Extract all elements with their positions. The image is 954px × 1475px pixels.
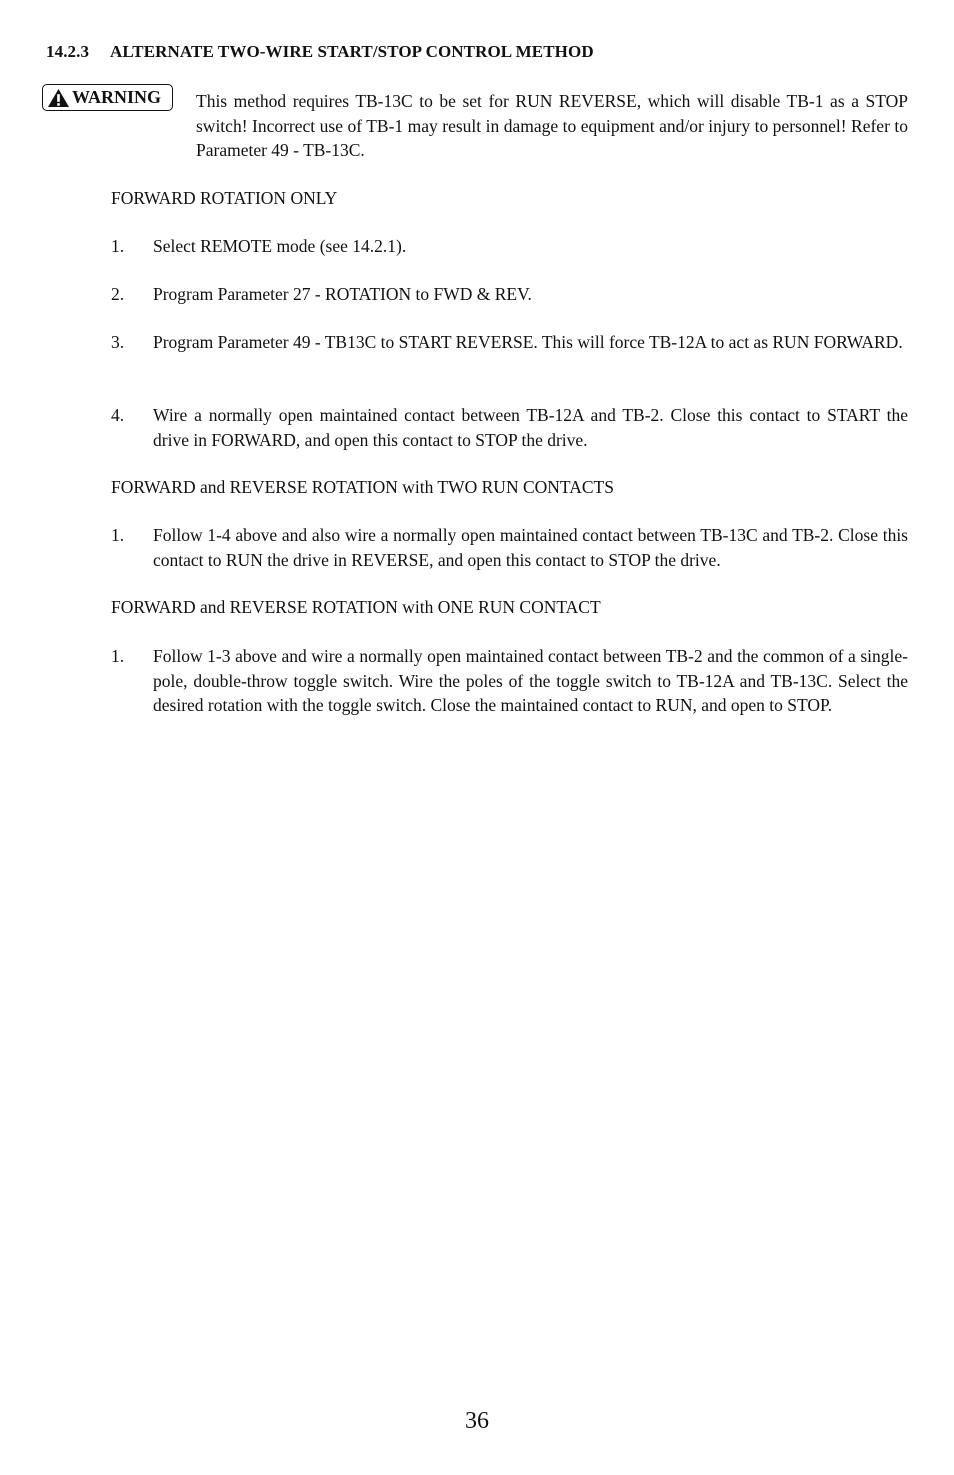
list-item bbox=[111, 403, 908, 452]
list-item-number: 4. bbox=[111, 405, 125, 425]
list-item-text: Follow 1-4 above and also wire a normally open maintained contact between TB-13C and TB-2. Close this contact to RUN the drive in REVERSE, and open this contact to STOP the drive. bbox=[153, 525, 908, 570]
subsection-title-one-run-contact: FORWARD and REVERSE ROTATION with ONE RUN CONTACT bbox=[111, 597, 601, 617]
warning-triangle-icon bbox=[47, 88, 70, 108]
section-title: ALTERNATE TWO-WIRE START/STOP CONTROL METHOD bbox=[110, 42, 594, 61]
list-item-text: Select REMOTE mode (see 14.2.1). bbox=[153, 236, 407, 256]
list-item-number: 1. bbox=[111, 236, 125, 256]
list-item-text: Wire a normally open maintained contact between TB-12A and TB-2. Close this contact to START the drive in FORWARD, and open this contact to STOP the drive. bbox=[153, 405, 908, 450]
list-item-number: 2. bbox=[111, 284, 125, 304]
list-item bbox=[111, 234, 908, 259]
warning-text: This method requires TB-13C to be set for RUN REVERSE, which will disable TB-1 as a STOP switch! Incorrect use of TB-1 may result in damage to equipment and/or injury to personnel! Refer to Parameter 49 - TB-13C. bbox=[196, 91, 908, 160]
list-item-number: 1. bbox=[111, 646, 125, 666]
warning-badge bbox=[42, 84, 173, 111]
subsection-title-forward-only: FORWARD ROTATION ONLY bbox=[111, 188, 338, 208]
subsection-title-two-run-contacts: FORWARD and REVERSE ROTATION with TWO RUN CONTACTS bbox=[111, 477, 614, 497]
list-item-number: 3. bbox=[111, 332, 125, 352]
list-item bbox=[111, 523, 908, 572]
list-item bbox=[111, 330, 908, 355]
list-item-text: Program Parameter 27 - ROTATION to FWD & REV. bbox=[153, 284, 532, 304]
section-heading bbox=[46, 42, 594, 62]
list-item-number: 1. bbox=[111, 525, 125, 545]
page-number: 36 bbox=[465, 1408, 489, 1434]
list-item bbox=[111, 644, 908, 718]
warning-label: WARNING bbox=[72, 87, 162, 107]
list-item-text: Follow 1-3 above and wire a normally open maintained contact between TB-2 and the common of a single-pole, double-throw toggle switch. Wire the poles of the toggle switch to TB-12A and TB-13C. Select the desired rotation with the toggle switch. Close the maintained contact to RUN, and open to STOP. bbox=[153, 646, 908, 715]
list-item-text: Program Parameter 49 - TB13C to START REVERSE. This will force TB-12A to act as RUN FORWARD. bbox=[153, 332, 903, 352]
section-number: 14.2.3 bbox=[46, 42, 90, 61]
list-item bbox=[111, 282, 908, 307]
